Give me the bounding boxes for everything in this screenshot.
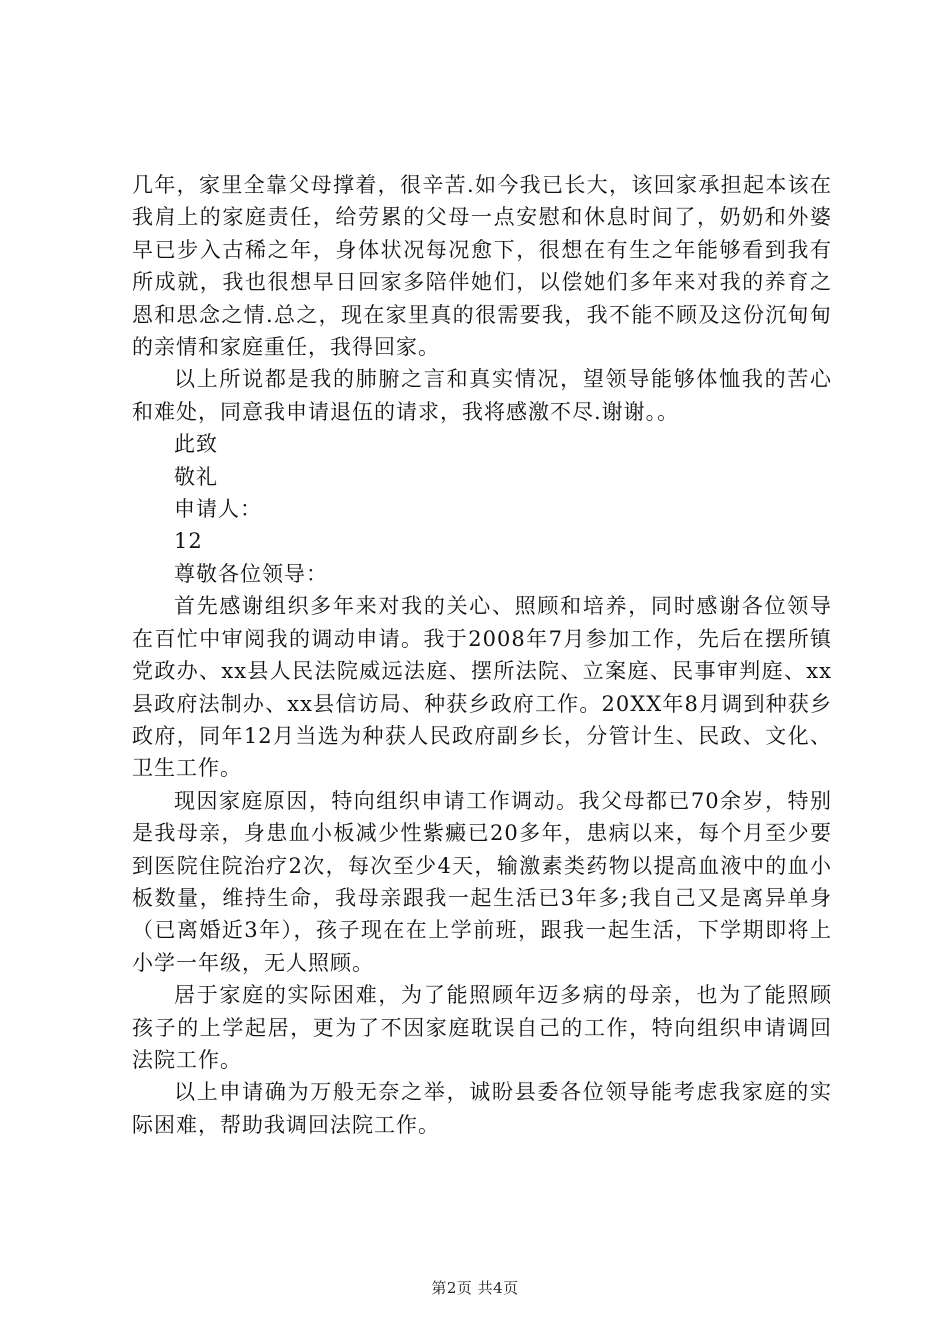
paragraph-closing-request: 以上所说都是我的肺腑之言和真实情况，望领导能够体恤我的苦心和难处，同意我申请退伍的请求，我将感激不尽.谢谢。。 (132, 367, 832, 424)
salutation-cizhi: 此致 (174, 432, 218, 457)
applicant-label: 申请人： (174, 497, 262, 522)
paragraph-continuation: 几年，家里全靠父母撑着，很辛苦.如今我已长大，该回家承担起本该在我肩上的家庭责任，给劳累的父母一点安慰和休息时间了，奶奶和外婆早已步入古稀之年，身体状况每况愈下，很想在有生之年能够看到我有所成就，我也很想早日回家多陪伴她们，以偿她们多年来对我的养育之恩和思念之情.总之，现在家里真的很需要我，我不能不顾及这份沉甸甸的亲情和家庭重任，我得回家。 (132, 173, 832, 360)
paragraph-family-reason: 现因家庭原因，特向组织申请工作调动。我父母都已70余岁，特别是我母亲，身患血小板减少性紫癜已20多年，患病以来，每个月至少要到医院住院治疗2次，每次至少4天，输激素类药物以提高血液中的血小板数量，维持生命，我母亲跟我一起生活已3年多;我自己又是离异单身（已离婚近3年），孩子现在在上学前班，跟我一起生活，下学期即将上小学一年级，无人照顾。 (132, 788, 832, 975)
paragraph-request: 居于家庭的实际困难，为了能照顾年迈多病的母亲，也为了能照顾孩子的上学起居，更为了不因家庭耽误自己的工作，特向组织申请调回法院工作。 (132, 983, 832, 1072)
paragraph-work-history: 首先感谢组织多年来对我的关心、照顾和培养，同时感谢各位领导在百忙中审阅我的调动申请。我于2008年7月参加工作，先后在摆所镇党政办、xx县人民法院威远法庭、摆所法院、立案庭、民事审判庭、xx县政府法制办、xx县信访局、种获乡政府工作。20XX年8月调到种获乡政府，同年12月当选为种获人民政府副乡长，分管计生、民政、文化、卫生工作。 (132, 594, 832, 781)
salutation-jingli: 敬礼 (174, 464, 218, 489)
page-number-footer: 第2页 共4页 (431, 1279, 519, 1297)
paragraph-conclusion: 以上申请确为万般无奈之举，诚盼县委各位领导能考虑我家庭的实际困难，帮助我调回法院工作。 (132, 1080, 832, 1137)
document-body (132, 169, 832, 1141)
greeting: 尊敬各位领导： (174, 561, 328, 586)
page-break-number: 12 (174, 529, 203, 554)
